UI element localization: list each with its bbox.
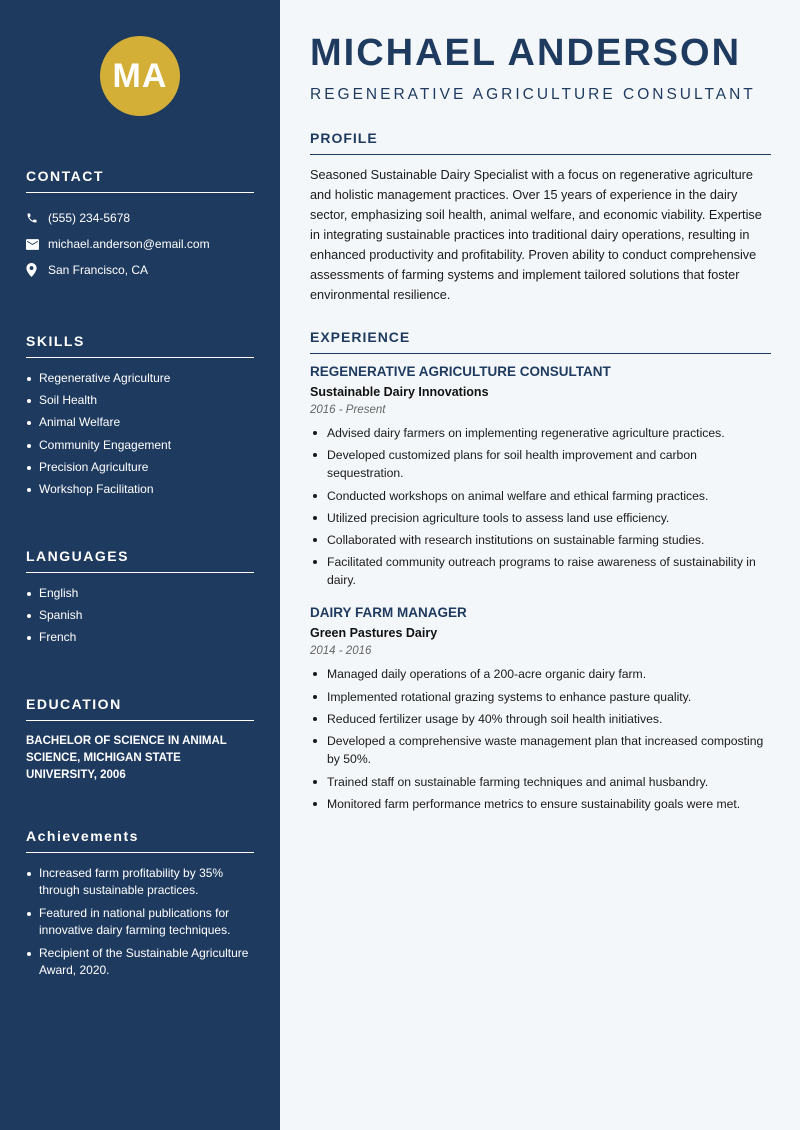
skills-section xyxy=(26,333,254,498)
candidate-title: REGENERATIVE AGRICULTURE CONSULTANT xyxy=(310,86,756,103)
achievements-list xyxy=(26,865,254,979)
job-bullet: Trained staff on sustainable farming techniques and animal husbandry. xyxy=(310,773,771,791)
profile-text: Seasoned Sustainable Dairy Specialist with a focus on regenerative agriculture and holistic management practices. Over 15 years of experience in the dairy sector, emphasizing soil health, animal welfare, and economic viability. Expertise in integrating sustainable practices into traditional dairy operations, resulting in enhanced productivity and profitability. Proven ability to conduct comprehensive assessments of farming systems and implement tailored solutions that foster environmental resilience. xyxy=(310,168,762,302)
experience-heading: EXPERIENCE xyxy=(310,329,771,354)
skill-item: Community Engagement xyxy=(26,437,254,454)
languages-heading: LANGUAGES xyxy=(26,548,254,573)
job-bullets xyxy=(310,424,771,589)
achievement-item: Recipient of the Sustainable Agriculture Award, 2020. xyxy=(26,945,254,979)
achievements-section xyxy=(26,828,254,979)
job-bullet: Conducted workshops on animal welfare and ethical farming practices. xyxy=(310,487,771,505)
job-dates: 2014 - 2016 xyxy=(310,645,372,658)
skills-list xyxy=(26,370,254,498)
avatar-initials: MA xyxy=(112,56,168,95)
languages-section xyxy=(26,548,254,646)
job-bullets xyxy=(310,665,771,812)
skill-item: Soil Health xyxy=(26,392,254,409)
job-entry xyxy=(310,364,771,589)
education-heading: EDUCATION xyxy=(26,696,254,721)
job-bullet: Managed daily operations of a 200-acre organic dairy farm. xyxy=(310,665,771,683)
job-bullet: Developed customized plans for soil health improvement and carbon sequestration. xyxy=(310,446,771,482)
language-item: English xyxy=(26,585,254,602)
skill-item: Regenerative Agriculture xyxy=(26,370,254,387)
achievement-item: Increased farm profitability by 35% through sustainable practices. xyxy=(26,865,254,899)
contact-heading: CONTACT xyxy=(26,168,254,193)
achievements-heading: Achievements xyxy=(26,828,254,853)
job-role: DAIRY FARM MANAGER xyxy=(310,605,467,621)
job-bullet: Developed a comprehensive waste management plan that increased composting by 50%. xyxy=(310,732,771,768)
main-content xyxy=(280,0,800,1130)
location-pin-icon xyxy=(26,263,48,277)
contact-location xyxy=(26,257,254,283)
job-bullet: Collaborated with research institutions on sustainable farming studies. xyxy=(310,531,771,549)
job-bullet: Reduced fertilizer usage by 40% through soil health initiatives. xyxy=(310,710,771,728)
profile-heading: PROFILE xyxy=(310,130,771,155)
contact-email xyxy=(26,231,254,257)
skill-item: Workshop Facilitation xyxy=(26,481,254,498)
skill-item: Precision Agriculture xyxy=(26,459,254,476)
job-company: Sustainable Dairy Innovations xyxy=(310,385,489,399)
job-role: REGENERATIVE AGRICULTURE CONSULTANT xyxy=(310,364,611,379)
avatar xyxy=(100,36,180,116)
job-bullet: Advised dairy farmers on implementing regenerative agriculture practices. xyxy=(310,424,771,442)
email-text[interactable]: michael.anderson@email.com xyxy=(48,237,210,251)
candidate-name: MICHAEL ANDERSON xyxy=(310,32,742,74)
job-entry xyxy=(310,605,771,812)
achievement-item: Featured in national publications for innovative dairy farming techniques. xyxy=(26,905,254,939)
experience-section xyxy=(310,329,771,813)
email-icon xyxy=(26,239,48,250)
sidebar xyxy=(0,0,280,1130)
job-bullet: Implemented rotational grazing systems to enhance pasture quality. xyxy=(310,688,771,706)
contact-section xyxy=(26,168,254,283)
education-section xyxy=(26,696,254,784)
language-item: Spanish xyxy=(26,607,254,624)
job-bullet: Utilized precision agriculture tools to assess land use efficiency. xyxy=(310,509,771,527)
skill-item: Animal Welfare xyxy=(26,414,254,431)
languages-list xyxy=(26,585,254,646)
skills-heading: SKILLS xyxy=(26,333,254,358)
job-dates: 2016 - Present xyxy=(310,404,386,416)
phone-text: (555) 234-5678 xyxy=(48,211,131,225)
job-bullet: Facilitated community outreach programs to raise awareness of sustainability in dairy. xyxy=(310,553,771,589)
contact-phone xyxy=(26,205,254,231)
job-company: Green Pastures Dairy xyxy=(310,626,438,641)
location-text: San Francisco, CA xyxy=(48,263,149,277)
job-bullet: Monitored farm performance metrics to ensure sustainability goals were met. xyxy=(310,795,771,813)
phone-icon xyxy=(26,212,48,224)
education-degree: BACHELOR OF SCIENCE IN ANIMAL SCIENCE, MICHIGAN STATE UNIVERSITY, 2006 xyxy=(26,735,227,782)
language-item: French xyxy=(26,629,254,646)
profile-section xyxy=(310,130,771,305)
